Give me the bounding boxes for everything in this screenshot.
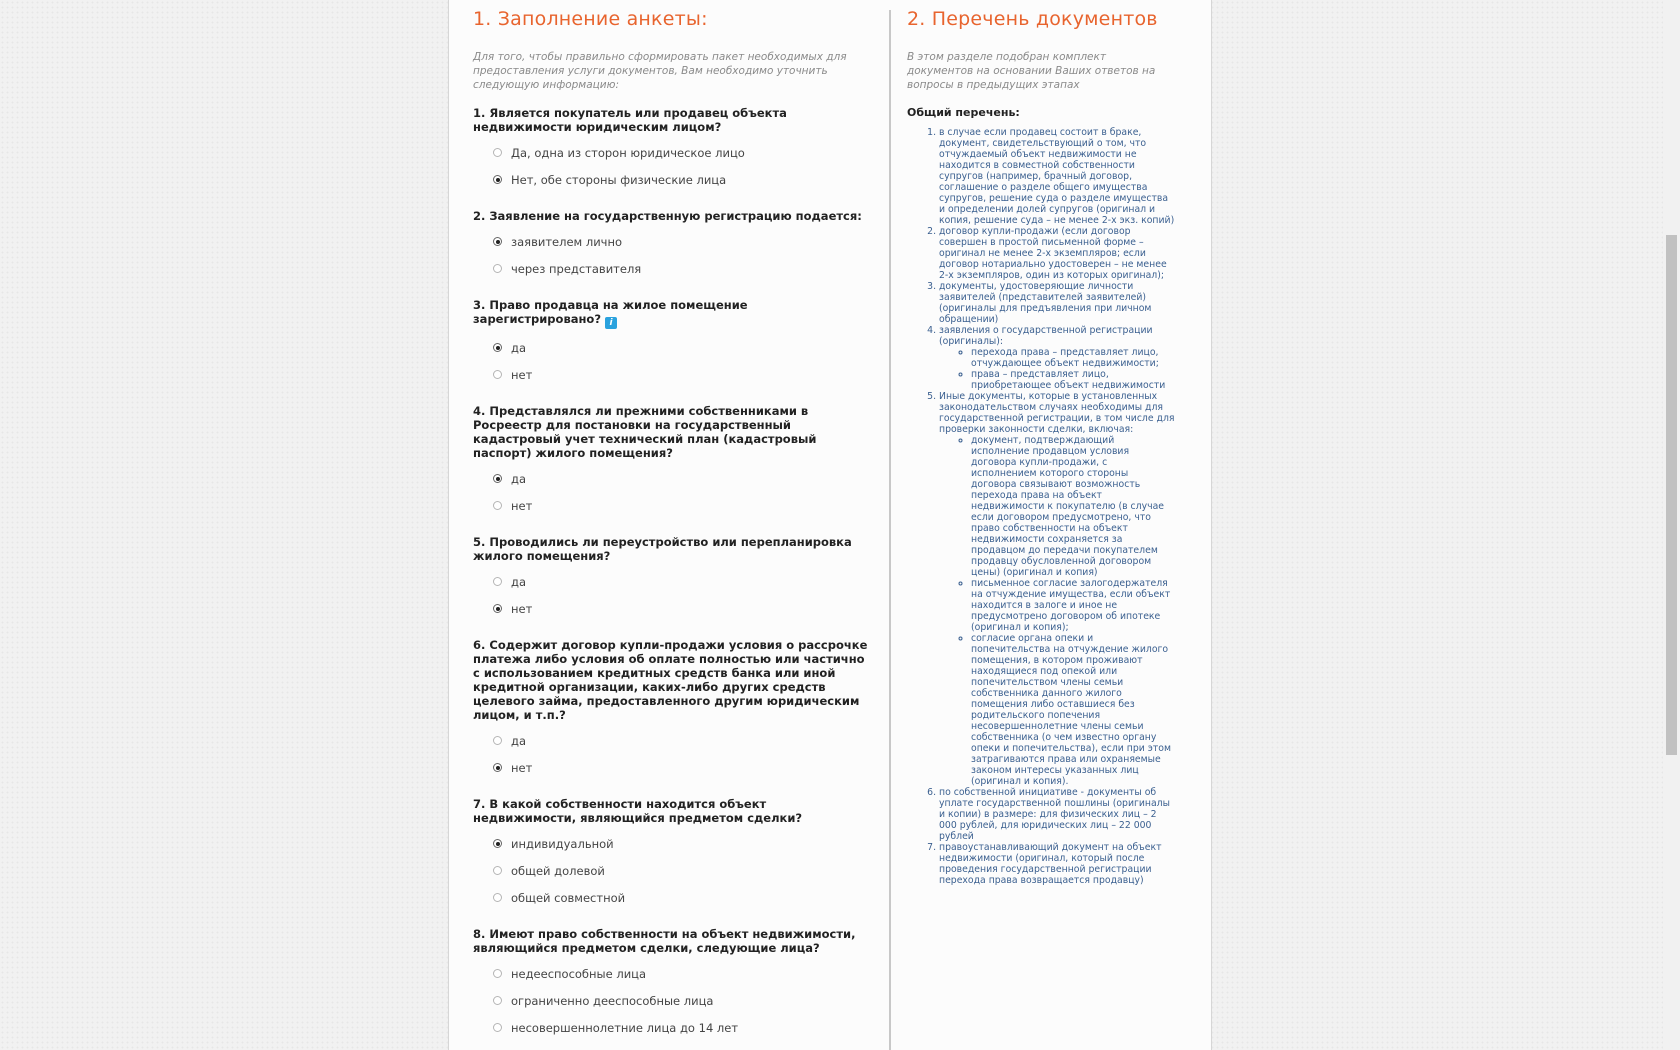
radio-label[interactable]: да: [511, 340, 526, 355]
radio-option[interactable]: [493, 1014, 873, 1041]
radio-unchecked-icon[interactable]: [493, 1023, 502, 1032]
documents-subtitle: Общий перечень:: [907, 106, 1020, 119]
options-group: [473, 465, 873, 519]
document-item: [939, 787, 1175, 842]
question-text: 4. Представлялся ли прежними собственниками в Росреестр для постановки на государственный кадастровый учет технический план (кадастровый паспорт) жилого помещения?: [473, 404, 817, 460]
options-group: [473, 727, 873, 781]
radio-unchecked-icon[interactable]: [493, 577, 502, 586]
document-text: в случае если продавец состоит в браке, документ, свидетельствующий о том, что отчуждаемый объект недвижимости не находится в совместной собственности супругов (например, брачный договор, соглашение о разделе общего имущества супругов, решение суда о разделе имущества и определении долей супругов (оригинал и копия, решение суда – не менее 2-х экз. копий): [939, 127, 1175, 226]
radio-option[interactable]: [493, 465, 873, 492]
document-sublist: [939, 435, 1175, 787]
radio-label[interactable]: общей долевой: [511, 863, 605, 878]
radio-option[interactable]: [493, 166, 873, 193]
options-group: [473, 228, 873, 282]
options-group: [473, 960, 873, 1041]
content-panel: [448, 0, 1212, 1050]
question-title: [473, 638, 873, 722]
documents-title: 2. Перечень документов: [907, 8, 1158, 30]
document-subitem: ◦ документ, подтверждающий исполнение продавцом условия договора купли-продажи, с исполнением которого стороны договора связывают возможность перехода права на объект недвижимости к покупателю (в случае если договором предусмотрено, что право собственности на объект недвижимости сохраняется за продавцом до передачи покупателем продавцу обусловленной договором цены) (оригинал и копия): [971, 435, 1175, 578]
radio-label[interactable]: заявителем лично: [511, 234, 623, 249]
question-6: [473, 638, 873, 781]
question-title: [473, 927, 873, 955]
options-group: [473, 568, 873, 622]
document-item: [939, 325, 1175, 391]
radio-unchecked-icon[interactable]: [493, 736, 502, 745]
question-5: [473, 535, 873, 622]
documents-list: [907, 127, 1175, 886]
column-divider: [889, 10, 891, 1050]
questions-list: [473, 106, 873, 1041]
radio-label[interactable]: недееспособные лица: [511, 966, 647, 981]
document-subitem: ◦ письменное согласие залогодержателя на отчуждение имущества, если объект находится в залоге и иное не предусмотрено договором об ипотеке (оригинал и копия);: [971, 578, 1175, 633]
radio-unchecked-icon[interactable]: [493, 264, 502, 273]
radio-option[interactable]: [493, 884, 873, 911]
radio-checked-icon[interactable]: [493, 474, 502, 483]
question-text: 2. Заявление на государственную регистрацию подается:: [473, 209, 862, 223]
survey-intro: Для того, чтобы правильно сформировать пакет необходимых для предоставления услуги документов, Вам необходимо уточнить следующую информацию:: [473, 51, 847, 91]
radio-label[interactable]: индивидуальной: [511, 836, 614, 851]
documents-intro: В этом разделе подобран комплект документов на основании Ваших ответов на вопросы в предыдущих этапах: [907, 51, 1156, 91]
document-item: [939, 127, 1175, 226]
question-4: [473, 404, 873, 519]
scrollbar-thumb[interactable]: [1666, 235, 1677, 755]
document-item: [939, 281, 1175, 325]
question-1: [473, 106, 873, 193]
question-title: [473, 209, 873, 223]
radio-label[interactable]: да: [511, 471, 526, 486]
radio-label[interactable]: ограниченно дееспособные лица: [511, 993, 714, 1008]
question-title: [473, 535, 873, 563]
question-text: 7. В какой собственности находится объект недвижимости, являющийся предметом сделки?: [473, 797, 803, 825]
radio-option[interactable]: [493, 361, 873, 388]
radio-label[interactable]: нет: [511, 498, 533, 513]
options-group: [473, 139, 873, 193]
document-subitem: ◦ согласие органа опеки и попечительства на отчуждение жилого помещения, в котором проживают находящиеся под опекой или попечительством члены семьи собственника данного жилого помещения либо оставшиеся без родительского попечения несовершеннолетние члены семьи собственника (о чем известно органу опеки и попечительства), если при этом затрагиваются права или охраняемые законом интересы указанных лиц (оригинал и копия).: [971, 633, 1175, 787]
radio-option[interactable]: [493, 255, 873, 282]
radio-checked-icon[interactable]: [493, 175, 502, 184]
question-title: [473, 298, 873, 329]
radio-label[interactable]: несовершеннолетние лица до 14 лет: [511, 1020, 739, 1035]
radio-label[interactable]: нет: [511, 760, 533, 775]
document-text: договор купли-продажи (если договор совершен в простой письменной форме – оригинал не менее 2-х экземпляров; если договор нотариально удостоверен – не менее 2-х экземпляров, один из которых оригинал);: [939, 226, 1167, 281]
radio-unchecked-icon[interactable]: [493, 866, 502, 875]
info-icon[interactable]: i: [605, 317, 617, 329]
radio-label[interactable]: через представителя: [511, 261, 642, 276]
document-item: [939, 842, 1175, 886]
radio-checked-icon[interactable]: [493, 763, 502, 772]
question-8: [473, 927, 873, 1041]
document-text: документы, удостоверяющие личности заявителей (представителей заявителей) (оригиналы для предъявления при личном обращении): [939, 281, 1152, 325]
radio-checked-icon[interactable]: [493, 237, 502, 246]
radio-option[interactable]: [493, 595, 873, 622]
page-scrollbar[interactable]: [1663, 0, 1680, 1050]
question-text: 6. Содержит договор купли-продажи условия о рассрочке платежа либо условия об оплате полностью или частично с использованием кредитных средств банка или иной кредитной организации, каких-либо других средств целевого займа, предоставленного другим юридическим лицом, и т.п.?: [473, 638, 868, 722]
radio-option[interactable]: [493, 857, 873, 884]
document-text: правоустанавливающий документ на объект недвижимости (оригинал, который после проведения государственной регистрации перехода права возвращается продавцу): [939, 842, 1162, 886]
radio-unchecked-icon[interactable]: [493, 148, 502, 157]
question-7: [473, 797, 873, 911]
question-text: 5. Проводились ли переустройство или перепланировка жилого помещения?: [473, 535, 852, 563]
question-3: [473, 298, 873, 388]
radio-unchecked-icon[interactable]: [493, 969, 502, 978]
document-text: заявления о государственной регистрации (оригиналы):: [939, 325, 1153, 347]
documents-section: [907, 8, 1175, 886]
question-2: [473, 209, 873, 282]
document-subitem: ◦ права – представляет лицо, приобретающее объект недвижимости: [971, 369, 1175, 391]
document-text: по собственной инициативе - документы об уплате государственной пошлины (оригиналы и копии) в размере: для физических лиц – 2 000 рублей, для юридических лиц – 22 000 рублей: [939, 787, 1170, 842]
radio-label[interactable]: нет: [511, 367, 533, 382]
question-text: 3. Право продавца на жилое помещение зарегистрировано?: [473, 298, 748, 326]
radio-unchecked-icon[interactable]: [493, 370, 502, 379]
question-text: 1. Является покупатель или продавец объекта недвижимости юридическим лицом?: [473, 106, 787, 134]
radio-checked-icon[interactable]: [493, 839, 502, 848]
radio-unchecked-icon[interactable]: [493, 893, 502, 902]
document-item: [939, 391, 1175, 787]
survey-section: [473, 8, 873, 1041]
radio-option[interactable]: [493, 334, 873, 361]
question-text: 8. Имеют право собственности на объект недвижимости, являющийся предметом сделки, следующие лица?: [473, 927, 856, 955]
document-sublist: [939, 347, 1175, 391]
options-group: [473, 334, 873, 388]
radio-label[interactable]: да: [511, 574, 526, 589]
question-title: [473, 106, 873, 134]
radio-option[interactable]: [493, 727, 873, 754]
radio-option[interactable]: [493, 754, 873, 781]
radio-option[interactable]: [493, 830, 873, 857]
radio-option[interactable]: [493, 492, 873, 519]
radio-option[interactable]: [493, 228, 873, 255]
radio-option[interactable]: [493, 960, 873, 987]
radio-unchecked-icon[interactable]: [493, 996, 502, 1005]
document-text: Иные документы, которые в установленных законодательством случаях необходимы для государственной регистрации, в том числе для проверки законности сделки, включая:: [939, 391, 1175, 435]
options-group: [473, 830, 873, 911]
radio-label[interactable]: общей совместной: [511, 890, 626, 905]
document-subitem: ◦ перехода права – представляет лицо, отчуждающее объект недвижимости;: [971, 347, 1175, 369]
radio-checked-icon[interactable]: [493, 343, 502, 352]
radio-option[interactable]: [493, 139, 873, 166]
document-item: [939, 226, 1175, 281]
survey-title: 1. Заполнение анкеты:: [473, 8, 708, 30]
radio-option[interactable]: [493, 568, 873, 595]
question-title: [473, 797, 873, 825]
radio-label[interactable]: нет: [511, 601, 533, 616]
radio-label[interactable]: да: [511, 733, 526, 748]
radio-checked-icon[interactable]: [493, 604, 502, 613]
radio-label[interactable]: Да, одна из сторон юридическое лицо: [511, 145, 745, 160]
radio-option[interactable]: [493, 987, 873, 1014]
radio-unchecked-icon[interactable]: [493, 501, 502, 510]
question-title: [473, 404, 873, 460]
radio-label[interactable]: Нет, обе стороны физические лица: [511, 172, 727, 187]
